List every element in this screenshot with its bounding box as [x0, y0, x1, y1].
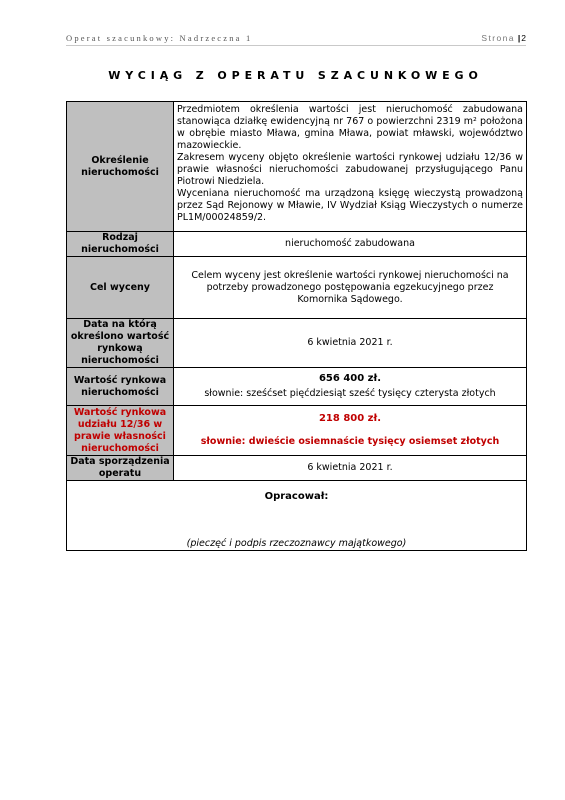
report-date-value: 6 kwietnia 2021 r.	[174, 456, 527, 481]
table-row-property	[67, 102, 527, 232]
market-value-cell	[174, 368, 527, 406]
signature-note: (pieczęć i podpis rzeczoznawcy majątkowego)	[186, 538, 407, 549]
type-value: nieruchomość zabudowana	[174, 232, 527, 257]
report-date-label: Data sporządzenia operatu	[67, 456, 174, 481]
property-paragraph-3: Wyceniana nieruchomość ma urządzoną księgę wieczystą prowadzoną przez Sąd Rejonowy w Mławie, IV Wydział Ksiąg Wieczystych o numerze PL1M/00024859/2.	[177, 188, 523, 223]
table-row-signature	[67, 481, 527, 551]
table-row-report-date	[67, 456, 527, 481]
property-description	[174, 102, 527, 232]
market-value-words: słownie: sześćset pięćdziesiąt sześć tysięcy czterysta złotych	[204, 388, 496, 399]
page-header	[66, 33, 526, 46]
signature-title: Opracował:	[264, 491, 329, 502]
purpose-value: Celem wyceny jest określenie wartości rynkowej nieruchomości na potrzeby prowadzonego postępowania egzekucyjnego przez Komornika Sądowego.	[174, 257, 527, 319]
type-label: Rodzaj nieruchomości	[67, 232, 174, 257]
share-value-label: Wartość rynkowa udziału 12/36 w prawie własności nieruchomości	[67, 406, 174, 456]
property-label: Określenie nieruchomości	[67, 102, 174, 232]
page-separator: |	[517, 33, 521, 43]
share-value-amount: 218 800 zł.	[318, 413, 382, 424]
table-row-share-value	[67, 406, 527, 456]
purpose-label: Cel wyceny	[67, 257, 174, 319]
signature-cell	[67, 481, 527, 551]
page-indicator	[481, 33, 526, 43]
valuation-date-value: 6 kwietnia 2021 r.	[174, 319, 527, 368]
market-value-amount: 656 400 zł.	[318, 373, 382, 384]
table-row-valuation-date	[67, 319, 527, 368]
document-title: WYCIĄG Z OPERATU SZACUNKOWEGO	[108, 69, 483, 82]
table-row-type	[67, 232, 527, 257]
market-value-label: Wartość rynkowa nieruchomości	[67, 368, 174, 406]
page-label: Strona	[481, 33, 515, 43]
property-paragraph-1: Przedmiotem określenia wartości jest nieruchomość zabudowana stanowiąca działkę ewidencyjną nr 767 o powierzchni 2319 m² położona w obrębie miasto Mława, gmina Mława, powiat mławski, województwo mazowieckie.	[177, 104, 523, 151]
table-row-purpose	[67, 257, 527, 319]
valuation-date-label: Data na którą określono wartość rynkową nieruchomości	[67, 319, 174, 368]
share-value-cell	[174, 406, 527, 456]
share-value-words: słownie: dwieście osiemnaście tysięcy osiemset złotych	[200, 436, 500, 447]
table-row-market-value	[67, 368, 527, 406]
property-paragraph-2: Zakresem wyceny objęto określenie wartości rynkowej udziału 12/36 w prawie własności nieruchomości zabudowanej przysługującego Panu Piotrowi Niedziela.	[177, 152, 523, 187]
document-name: Operat szacunkowy: Nadrzeczna 1	[66, 33, 253, 43]
page-number: 2	[521, 33, 526, 43]
summary-table	[66, 101, 527, 551]
